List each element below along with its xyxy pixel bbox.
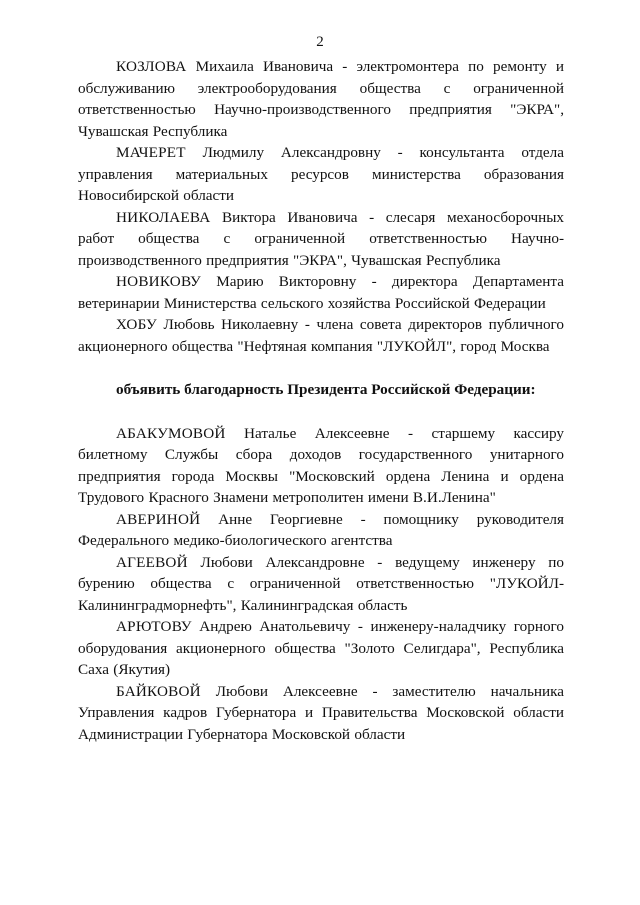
award-entry [78, 207, 564, 272]
entry-text: Любовь Николаевну - члена совета директоров публичного акционерного общества "Нефтяная компания "ЛУКОЙЛ", город Москва [78, 316, 565, 355]
award-entry [78, 616, 564, 681]
entry-text: Андрею Анатольевичу - инженеру-наладчику горного оборудования акционерного общества "Золото Селигдара", Республика Саха (Якутия) [78, 618, 564, 678]
award-entry [78, 681, 564, 746]
entry-surname: КОЗЛОВА [116, 58, 187, 75]
award-entry [78, 56, 564, 142]
entry-text: Наталье Алексеевне - старшему кассиру билетному Службы сбора доходов государственного унитарного предприятия города Москвы "Московский ордена Ленина и ордена Трудового Красного Знамени метрополитен имени В.И.Ленина" [78, 424, 564, 506]
award-entry [78, 552, 564, 617]
entry-surname: ХОБУ [116, 316, 157, 333]
entry-surname: АРЮТОВУ [116, 618, 192, 635]
entry-surname: АГЕЕВОЙ [116, 553, 188, 571]
award-entry [78, 271, 564, 314]
entry-surname: НОВИКОВУ [116, 273, 202, 290]
entry-text: Любови Александровне - ведущему инженеру по бурению общества с ограниченной ответственностью "ЛУКОЙЛ-Калининградморнефть", Калининградская область [78, 553, 564, 614]
award-entry [78, 509, 564, 552]
section-announcement: объявить благодарность Президента Российской Федерации: [116, 381, 536, 398]
entry-text: Любови Алексеевне - заместителю начальника Управления кадров Губернатора и Правительства Московской области Администрации Губернатора Московской области [78, 682, 565, 743]
entry-surname: АВЕРИНОЙ [116, 510, 201, 528]
page-number: 2 [316, 34, 324, 50]
entry-text: Марию Викторовну - директора Департамента ветеринарии Министерства сельского хозяйства Российской Федерации [78, 273, 564, 312]
entry-text: Анне Георгиевне - помощнику руководителя Федерального медико-биологического агентства [78, 510, 564, 549]
entry-text: Людмилу Александровну - консультанта отдела управления материальных ресурсов министерства образования Новосибирской области [78, 144, 564, 204]
entry-text: Виктора Ивановича - слесаря механосборочных работ общества с ограниченной ответственностью Научно-производственного предприятия "ЭКРА", Чувашская Республика [78, 208, 565, 269]
award-entry [78, 423, 564, 509]
entry-surname: БАЙКОВОЙ [116, 682, 201, 700]
entry-surname: НИКОЛАЕВА [116, 208, 211, 226]
entry-surname: МАЧЕРЕТ [116, 144, 186, 161]
entry-text: Михаила Ивановича - электромонтера по ремонту и обслуживанию электрооборудования общества с ограниченной ответственностью Научно-производственного предприятия "ЭКРА", Чувашская Республика [78, 58, 565, 140]
entry-surname: АБАКУМОВОЙ [116, 424, 226, 442]
award-entry [78, 142, 564, 207]
award-entry [78, 314, 564, 357]
document-body [78, 56, 564, 745]
